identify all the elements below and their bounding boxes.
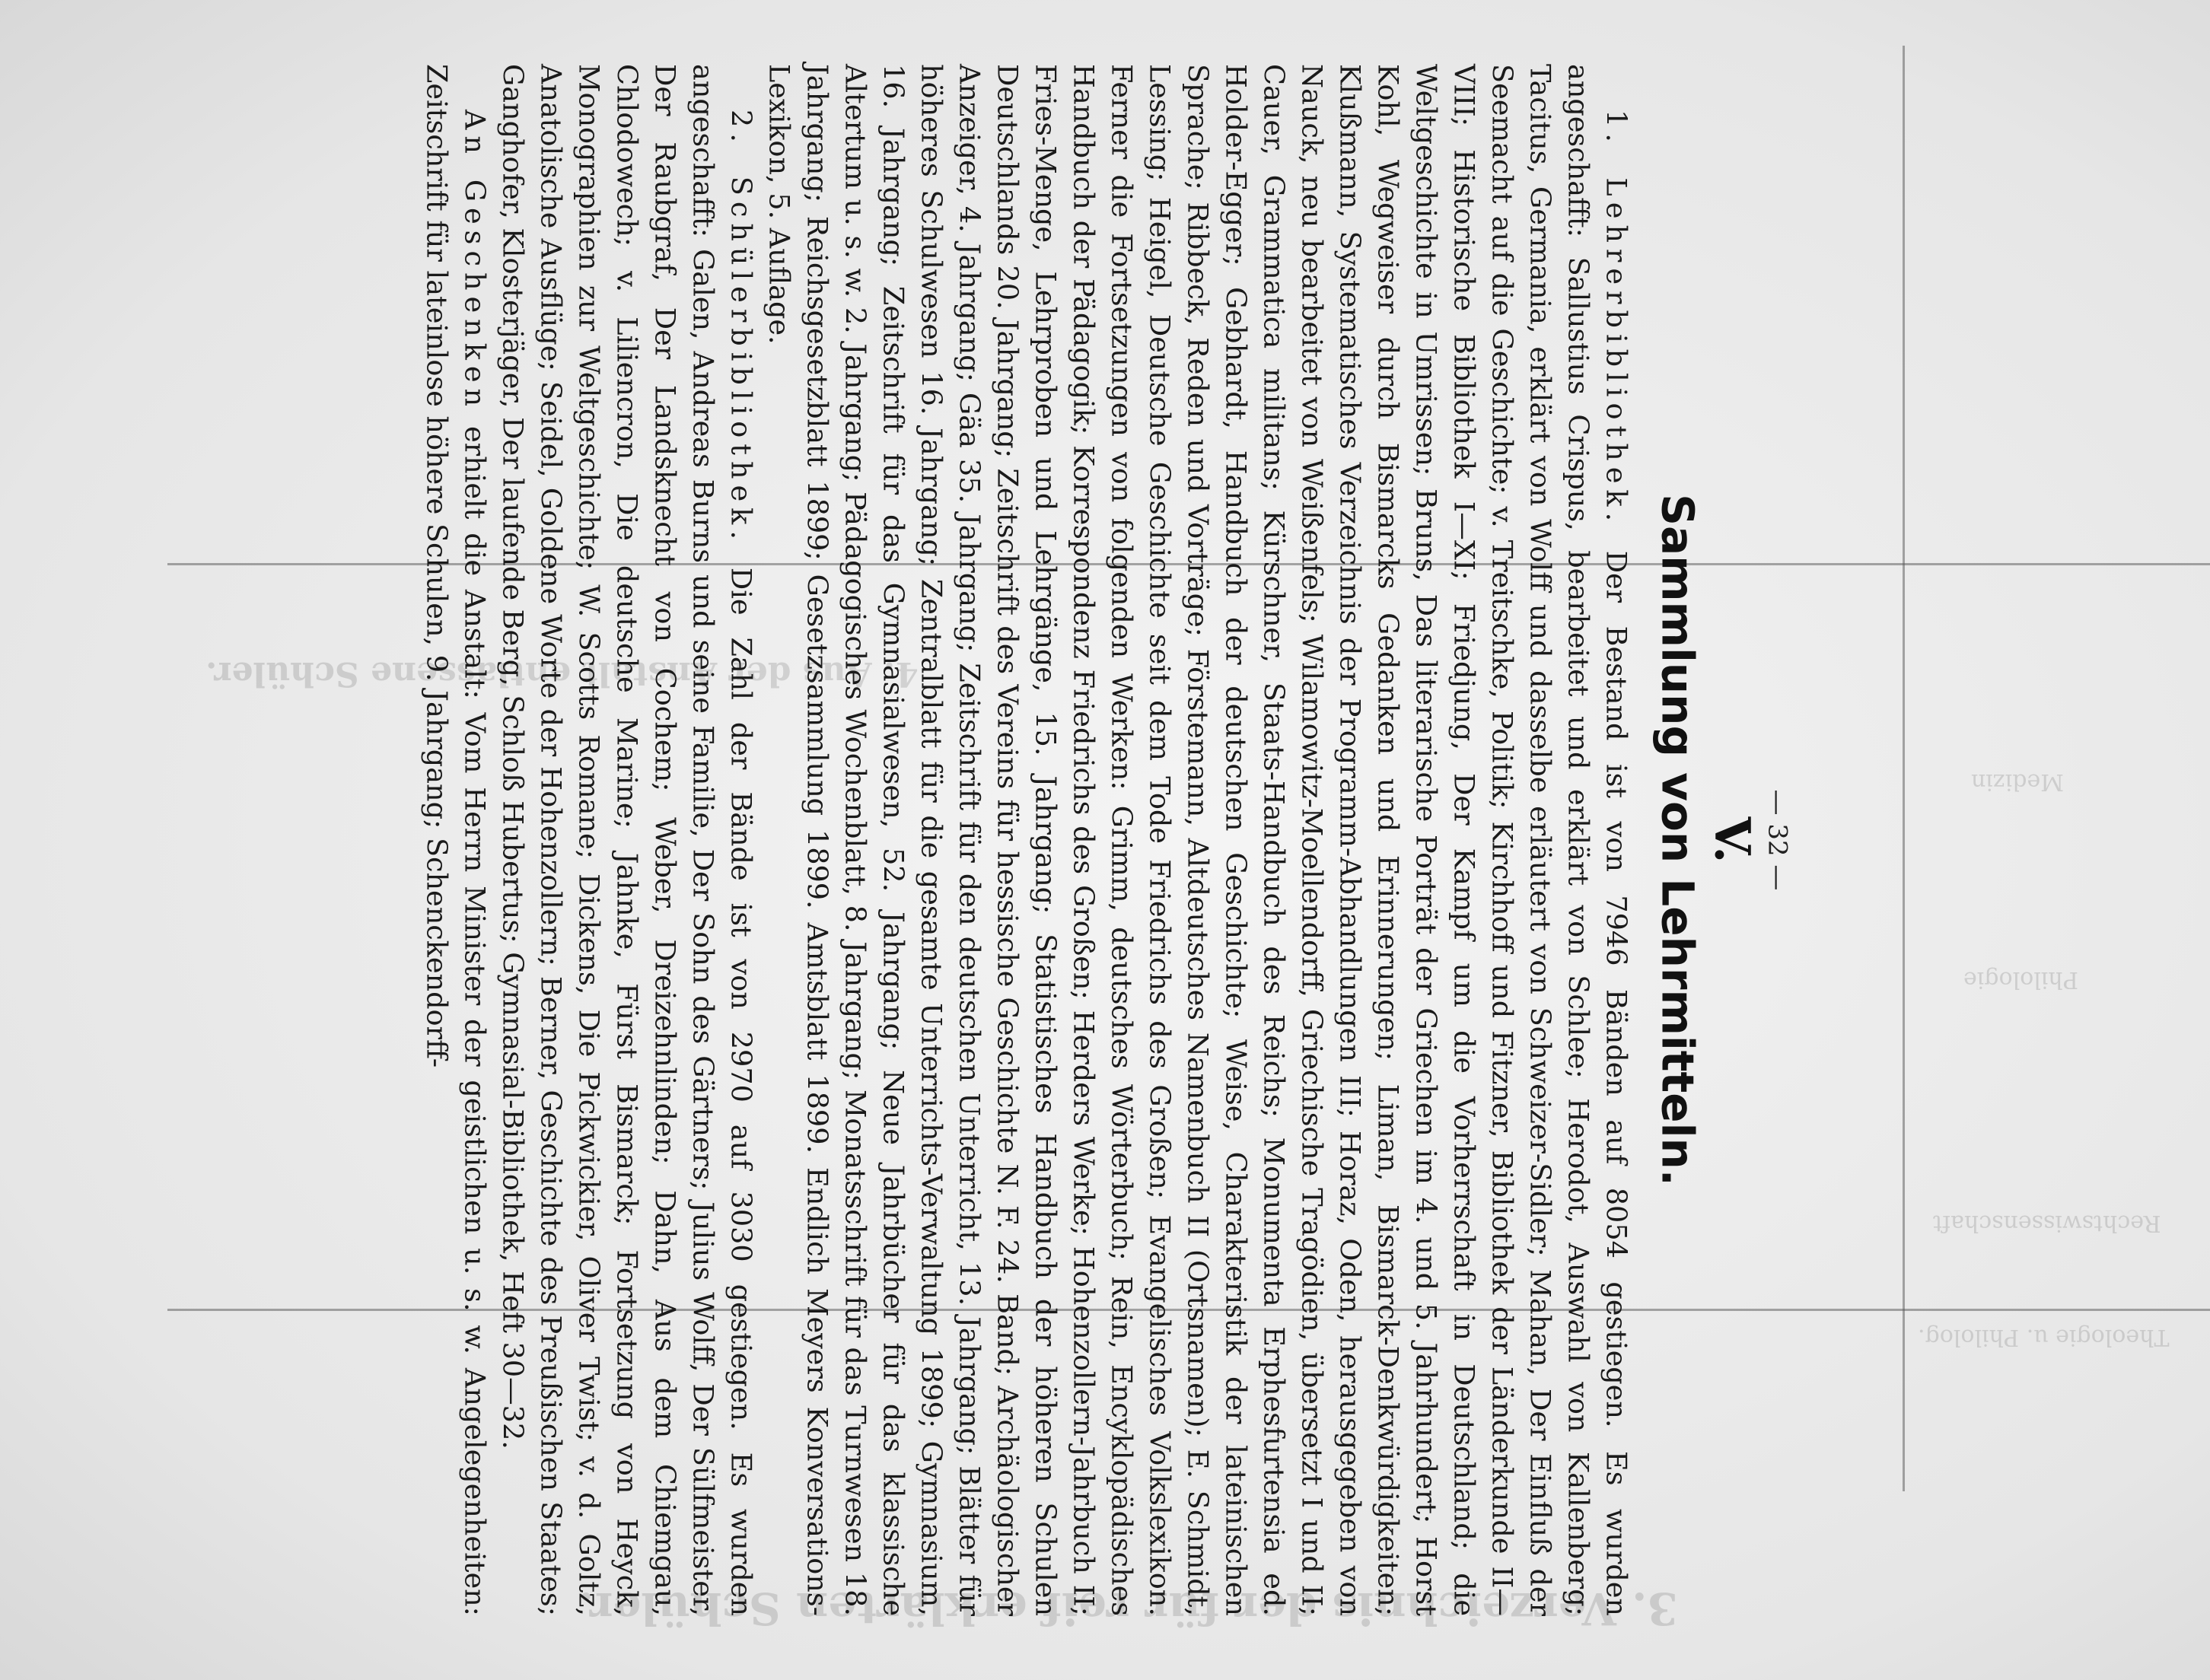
bleed-through-col-d: Philologie [1963,966,2078,993]
page-content [417,64,1792,1616]
paragraph-text: Die Zahl der Bände ist von 2970 auf 3030 gestiegen. Es wurden angeschafft: Galen, Andreas Burns und seine Familie, Der Sohn des Gärtners; Julius Wolff, Der Sülfmeister, Der Raubgraf, Der Landsknecht von Cochem; Weber, Dreizehnlinden; Dahn, Aus dem Chiemgau, Chlodowech; v. Liliencron, Die deutsche Marine; Jahnke, Fürst Bismarck; Fortsetzung von Heyck, Monographien zur Weltgeschichte; W. Scotts Romane; Dickens, Die Pickwickier, Oliver Twist; v. d. Goltz, Anatolische Ausflüge; Seidel, Goldene Worte der Hohenzollern; Berner, Geschichte des Preußischen Staates; Ganghofer, Klosterjäger, Der laufende Berg, Schloß Hubertus; Gymnasial-Bibliothek, Heft 30—32. [496,64,758,1616]
paragraph-teacher-library [759,64,1635,1616]
section-title: Sammlung von Lehrmitteln. [1651,494,1704,1186]
bleed-table-line [1903,46,1905,1491]
paragraph-text: erhielt die Anstalt: Vom Herrn Minister der geistlichen u. s. w. Angelegenheiten: Zeitschrift für lateinlose höhere Schulen, 9. Jahrgang; Schenckendorff- [420,64,492,1616]
bleed-through-heading-b: 4. Aus der Anstalt entlassene Schüler. [205,654,919,693]
bleed-through-col-c: Medizin [1971,768,2064,795]
bleed-through-heading-a: 3. Verzeichnis der für reif erklärten Schüler. [578,1583,1678,1634]
section-number: V. [1703,816,1761,864]
paragraph-gifts [417,64,493,1616]
body-text [417,64,1635,1616]
bleed-through-col-b: Rechtswissenschaft [1933,1210,2161,1236]
bleed-through-col-a: Theologie u. Philolog. [1918,1324,2170,1351]
paragraph-text: Der Bestand ist von 7946 Bänden auf 8054 gestiegen. Es wurden angeschafft: Sallustius Crispus, bearbeitet und erklärt von Schlee; Herodot, Auswahl von Kallenberg; Tacitus, Germania, erklärt von Wolff und dasselbe erläutert von Schweizer-Sidler; Mahan, Der Einfluß der Seemacht auf die Geschichte; v. Treitschke, Politik; Kirchhoff und Fitzner, Bibliothek der Länderkunde II—VIII; Historische Bibliothek I—XI; Friedjung, Der Kampf um die Vorherrschaft in Deutschland; die Weltgeschichte in Umrissen; Bruns, Das literarische Porträt der Griechen im 4. und 5. Jahrhundert; Horst Kohl, Wegweiser durch Bismarcks Gedanken und Erinnerungen; Liman, Bismarck-Denkwürdigkeiten; Klußmann, Systematisches Verzeichnis der Programm-Abhandlungen III; Horaz, Oden, herausgegeben von Nauck, neu bearbeitet von Weißenfels; Wilamowitz-Moellendorff, Griechische Tragödien, übersetzt I und II; Cauer, Grammatica militans; Kürschner, Staats-Handbuch des Reichs; Monumenta Erphesfurtensia ed. Holder-Egger; Gebhardt, Handbuch der deutschen Geschichte; Weise, Charakteristik der lateinischen Sprache; Ribbeck, Reden und Vorträge; Förstemann, Altdeutsches Namenbuch II (Ortsnamen); E. Schmidt, Lessing; Heigel, Deutsche Geschichte seit dem Tode Friedrichs des Großen; Evangelisches Volkslexikon. Ferner die Fortsetzungen von folgenden Werken: Grimm, deutsches Wörterbuch; Rein, Encyklopädisches Handbuch der Pädagogik; Korrespondenz Friedrichs des Großen; Herders Werke; Hohenzollern-Jahrbuch II; Fries-Menge, Lehrproben und Lehrgänge, 15. Jahrgang; Statistisches Handbuch der höheren Schulen Deutschlands 20. Jahrgang; Zeitschrift des Vereins für hessische Geschichte N. F. 24. Band; Archäologischer Anzeiger, 4. Jahrgang; Gäa 35. Jahrgang; Zeitschrift für den deutschen Unterricht, 13. Jahrgang; Blätter für höheres Schulwesen 16. Jahrgang; Zentralblatt für die gesamte Unterrichts-Verwaltung 1899; Gymnasium, 16. Jahrgang; Zeitschrift für das Gymnasialwesen, 52. Jahrgang; Neue Jahrbücher für das klassische Altertum u. s. w. 2. Jahrgang; Pädagogisches Wochenblatt, 8. Jahrgang; Monatsschrift für das Turnwesen 18. Jahrgang; Reichsgesetzblatt 1899; Gesetzsammlung 1899. Amtsblatt 1899. Endlich Meyers Konversations-Lexikon, 5. Auflage. [763,64,1633,1616]
paragraph-label: An Geschenken [458,110,492,413]
page-number: — 32 — [1762,789,1793,891]
paragraph-label: 2. Schülerbibliothek. [724,110,758,546]
paragraph-student-library [493,64,759,1616]
paragraph-label: 1. Lehrerbibliothek. [1600,110,1633,528]
